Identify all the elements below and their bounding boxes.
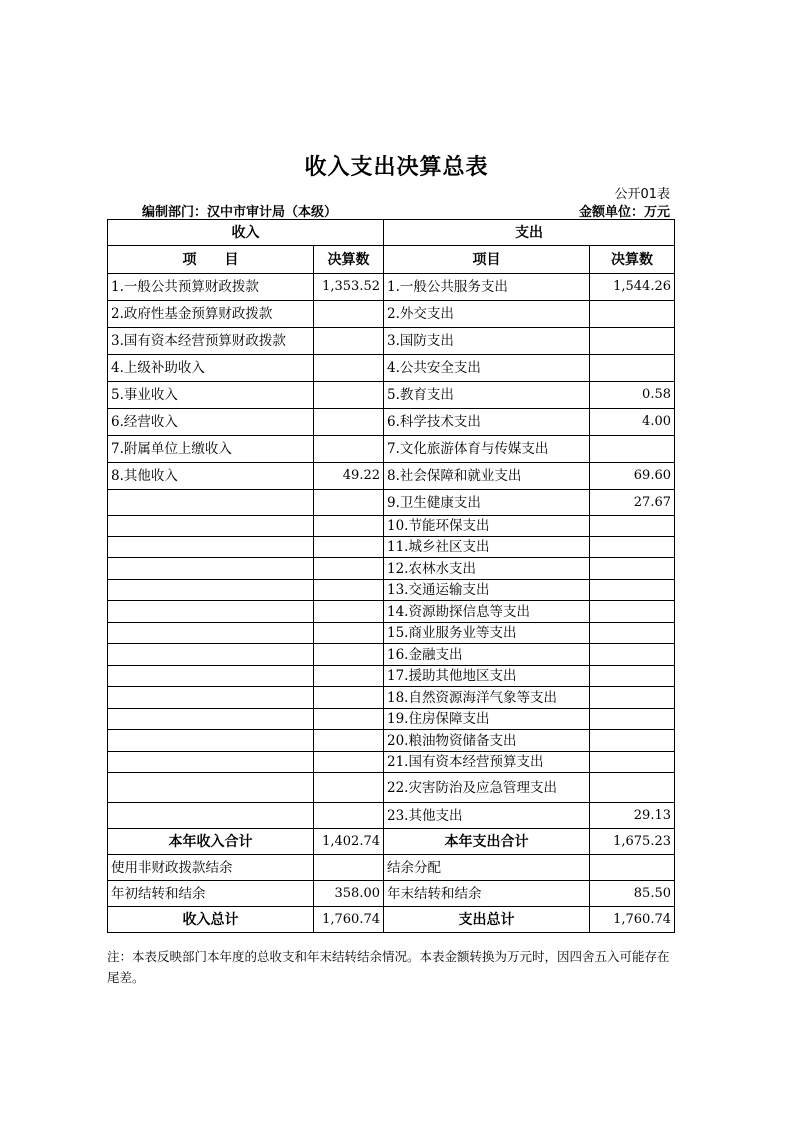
expense-item: 17.援助其他地区支出: [384, 666, 590, 687]
income-amount: [314, 328, 384, 355]
table-row: [108, 436, 675, 463]
expense-total-label: 支出总计: [384, 907, 590, 933]
income-amount-header: 决算数: [314, 246, 384, 274]
expense-item: 10.节能环保支出: [384, 516, 590, 537]
expense-amount: 1,544.26: [590, 274, 675, 301]
expense-item: 20.粮油物资储备支出: [384, 730, 590, 752]
expense-item: 18.自然资源海洋气象等支出: [384, 687, 590, 709]
expense-amount: [590, 644, 675, 666]
expense-amount: [590, 752, 675, 773]
expense-amount: 69.60: [590, 463, 675, 490]
expense-item: 5.教育支出: [384, 382, 590, 409]
expense-item: 8.社会保障和就业支出: [384, 463, 590, 490]
page-title: 收入支出决算总表: [304, 155, 489, 180]
expense-subtotal-label: 本年支出合计: [384, 829, 590, 855]
table-row: [108, 855, 675, 881]
table-row: [108, 463, 675, 490]
expense-amount: [590, 516, 675, 537]
income-item: 年初结转和结余: [108, 881, 314, 907]
table-row: [108, 773, 675, 803]
income-amount: [314, 490, 384, 516]
income-expense-table: [107, 219, 675, 933]
expense-item: 2.外交支出: [384, 301, 590, 328]
expense-amount: [590, 855, 675, 881]
form-number: 公开01表: [614, 187, 670, 202]
table-row: [108, 409, 675, 436]
income-item: 2.政府性基金预算财政拨款: [108, 301, 314, 328]
expense-amount: [590, 773, 675, 803]
income-item: 5.事业收入: [108, 382, 314, 409]
income-item: [108, 490, 314, 516]
income-section-header: 收入: [108, 220, 384, 246]
table-row: [108, 601, 675, 623]
table-row: [108, 301, 675, 328]
income-amount: [314, 382, 384, 409]
table-row: [108, 730, 675, 752]
table-row: [108, 881, 675, 907]
expense-amount: [590, 623, 675, 644]
expense-item: 16.金融支出: [384, 644, 590, 666]
expense-amount: [590, 687, 675, 709]
expense-item: 4.公共安全支出: [384, 355, 590, 382]
income-amount: [314, 516, 384, 537]
expense-amount: [590, 355, 675, 382]
expense-item: 21.国有资本经营预算支出: [384, 752, 590, 773]
income-amount: [314, 752, 384, 773]
expense-item: 19.住房保障支出: [384, 709, 590, 730]
table-row: [108, 537, 675, 558]
income-amount: [314, 355, 384, 382]
expense-item: 14.资源勘探信息等支出: [384, 601, 590, 623]
table-row: [108, 580, 675, 601]
income-item: [108, 558, 314, 580]
expense-amount: 27.67: [590, 490, 675, 516]
department-label: 编制部门：汉中市审计局（本级）: [142, 205, 338, 220]
expense-item: 23.其他支出: [384, 803, 590, 829]
income-item: 7.附属单位上缴收入: [108, 436, 314, 463]
income-item: 8.其他收入: [108, 463, 314, 490]
expense-amount: 4.00: [590, 409, 675, 436]
expense-item: 6.科学技术支出: [384, 409, 590, 436]
income-item: [108, 687, 314, 709]
income-amount: [314, 709, 384, 730]
income-item: [108, 709, 314, 730]
expense-amount: [590, 436, 675, 463]
section-header-row: [108, 220, 675, 246]
income-amount: [314, 436, 384, 463]
footnote: 注：本表反映部门本年度的总收支和年末结转结余情况。本表金额转换为万元时，因四舍五入可能存在尾差。: [107, 949, 670, 985]
income-item: [108, 623, 314, 644]
expense-amount: 0.58: [590, 382, 675, 409]
expense-amount: [590, 537, 675, 558]
expense-item: 3.国防支出: [384, 328, 590, 355]
income-total-value: 1,760.74: [314, 907, 384, 933]
income-amount: 358.00: [314, 881, 384, 907]
income-item-header: 项 目: [108, 246, 314, 274]
table-row: [108, 644, 675, 666]
expense-amount: [590, 601, 675, 623]
expense-item: 22.灾害防治及应急管理支出: [384, 773, 590, 803]
income-item: 4.上级补助收入: [108, 355, 314, 382]
income-amount: [314, 666, 384, 687]
income-amount: [314, 773, 384, 803]
expense-item: 7.文化旅游体育与传媒支出: [384, 436, 590, 463]
income-amount: [314, 730, 384, 752]
income-amount: [314, 301, 384, 328]
income-item: [108, 644, 314, 666]
table-row: [108, 623, 675, 644]
expense-item: 结余分配: [384, 855, 590, 881]
table-row: [108, 274, 675, 301]
income-amount: 1,353.52: [314, 274, 384, 301]
total-row: [108, 907, 675, 933]
table-row: [108, 490, 675, 516]
expense-amount: [590, 666, 675, 687]
income-item: [108, 580, 314, 601]
expense-amount: 29.13: [590, 803, 675, 829]
expense-amount: [590, 730, 675, 752]
table-row: [108, 558, 675, 580]
table-row: [108, 752, 675, 773]
expense-amount-header: 决算数: [590, 246, 675, 274]
income-amount: [314, 580, 384, 601]
income-item: 6.经营收入: [108, 409, 314, 436]
expense-amount: 85.50: [590, 881, 675, 907]
income-item: [108, 752, 314, 773]
income-amount: [314, 644, 384, 666]
column-header-row: [108, 246, 675, 274]
income-item: [108, 773, 314, 803]
expense-amount: [590, 328, 675, 355]
expense-amount: [590, 301, 675, 328]
income-amount: [314, 601, 384, 623]
expense-subtotal-value: 1,675.23: [590, 829, 675, 855]
table-row: [108, 328, 675, 355]
income-amount: [314, 855, 384, 881]
income-item: [108, 601, 314, 623]
expense-amount: [590, 558, 675, 580]
expense-amount: [590, 709, 675, 730]
income-item: 3.国有资本经营预算财政拨款: [108, 328, 314, 355]
expense-item: 1.一般公共服务支出: [384, 274, 590, 301]
amount-unit-label: 金额单位：万元: [578, 205, 670, 220]
income-item: [108, 537, 314, 558]
expense-item: 15.商业服务业等支出: [384, 623, 590, 644]
income-item: [108, 516, 314, 537]
expense-total-value: 1,760.74: [590, 907, 675, 933]
subtotal-row: [108, 829, 675, 855]
expense-item: 11.城乡社区支出: [384, 537, 590, 558]
expense-item: 13.交通运输支出: [384, 580, 590, 601]
income-amount: [314, 623, 384, 644]
expense-section-header: 支出: [384, 220, 675, 246]
table-row: [108, 803, 675, 829]
table-row: [108, 666, 675, 687]
income-subtotal-label: 本年收入合计: [108, 829, 314, 855]
table-row: [108, 382, 675, 409]
expense-item: 12.农林水支出: [384, 558, 590, 580]
income-item: 使用非财政拨款结余: [108, 855, 314, 881]
income-amount: 49.22: [314, 463, 384, 490]
income-item: 1.一般公共预算财政拨款: [108, 274, 314, 301]
income-amount: [314, 803, 384, 829]
income-amount: [314, 558, 384, 580]
income-amount: [314, 537, 384, 558]
table-row: [108, 516, 675, 537]
income-item: [108, 666, 314, 687]
expense-item: 9.卫生健康支出: [384, 490, 590, 516]
income-total-label: 收入总计: [108, 907, 314, 933]
expense-item: 年末结转和结余: [384, 881, 590, 907]
income-subtotal-value: 1,402.74: [314, 829, 384, 855]
expense-amount: [590, 580, 675, 601]
income-amount: [314, 409, 384, 436]
income-item: [108, 730, 314, 752]
income-amount: [314, 687, 384, 709]
table-row: [108, 687, 675, 709]
table-row: [108, 709, 675, 730]
table-row: [108, 355, 675, 382]
income-item: [108, 803, 314, 829]
expense-item-header: 项目: [384, 246, 590, 274]
